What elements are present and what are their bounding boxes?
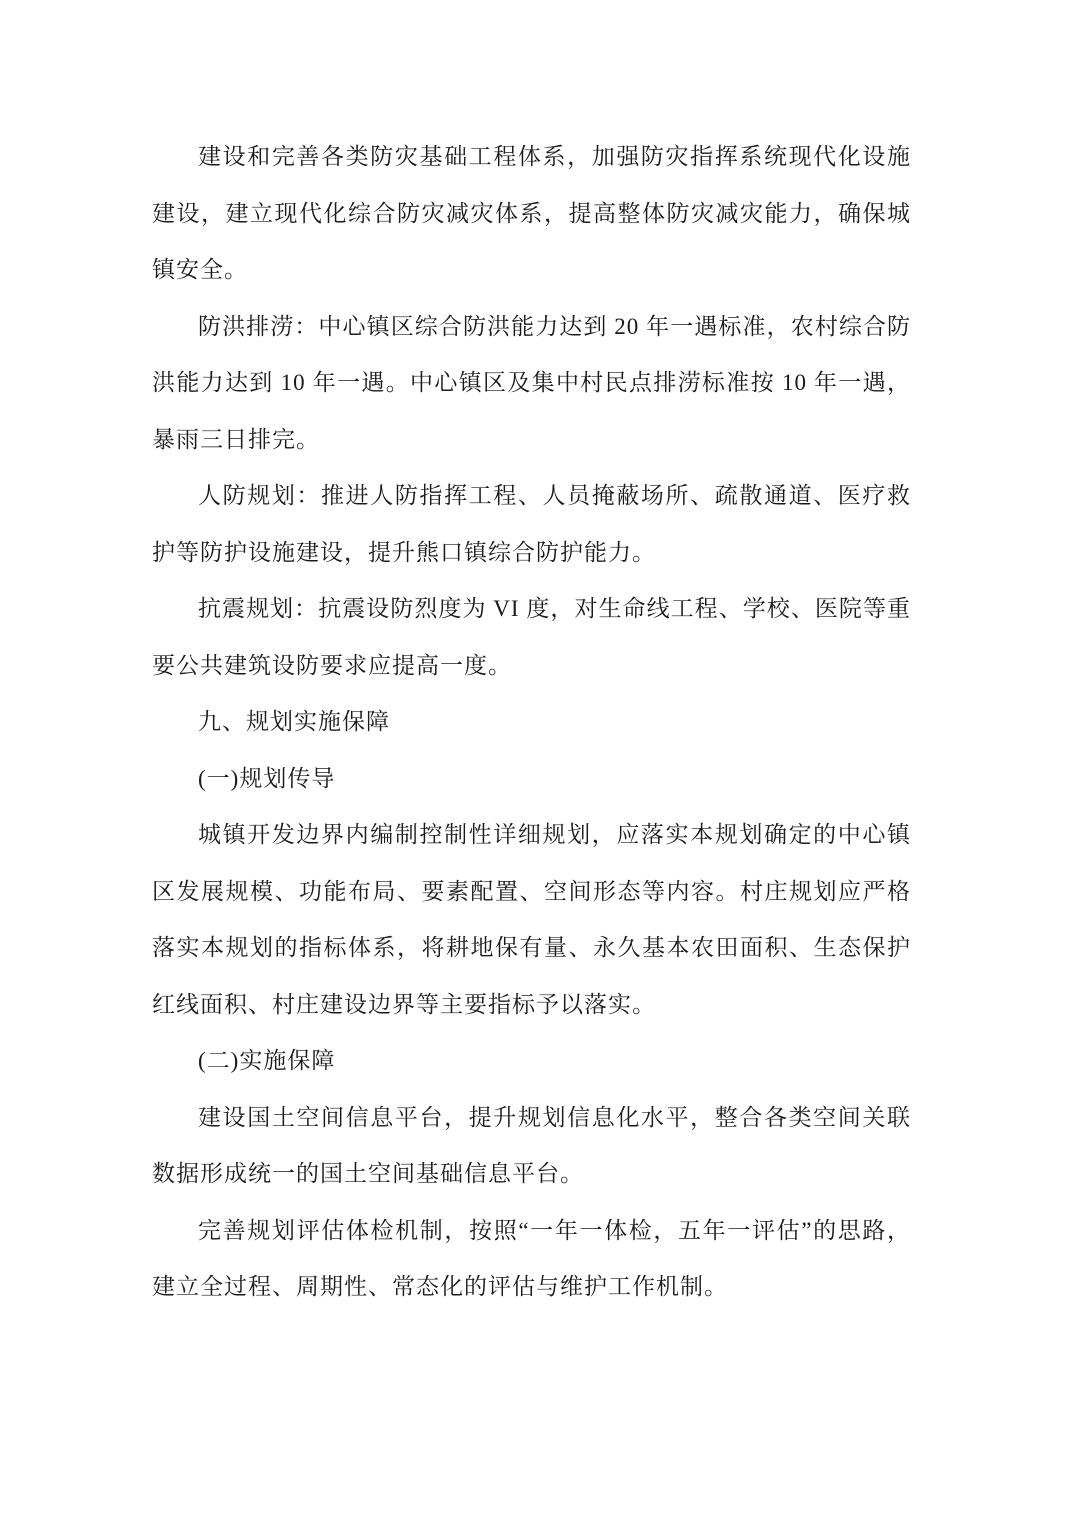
section-heading: (二)实施保障 <box>198 1048 336 1073</box>
paragraph: 城镇开发边界内编制控制性详细规划，应落实本规划确定的中心镇区发展规模、功能布局、要素配置、空间形态等内容。村庄规划应严格落实本规划的指标体系，将耕地保有量、永久基本农田面积、生态保护红线面积、村庄建设边界等主要指标予以落实。 <box>152 822 911 1017</box>
document-body <box>152 129 911 1316</box>
section-heading: 九、规划实施保障 <box>198 709 390 734</box>
section-heading: (一)规划传导 <box>198 765 336 791</box>
paragraph: 建设国土空间信息平台，提升规划信息化水平，整合各类空间关联数据形成统一的国土空间基础信息平台。 <box>152 1104 911 1186</box>
paragraph: 抗震规划：抗震设防烈度为 VI 度，对生命线工程、学校、医院等重要公共建筑设防要求应提高一度。 <box>152 596 911 678</box>
paragraph: 人防规划：推进人防指挥工程、人员掩蔽场所、疏散通道、医疗救护等防护设施建设，提升熊口镇综合防护能力。 <box>152 483 911 565</box>
paragraph: 防洪排涝：中心镇区综合防洪能力达到 20 年一遇标准，农村综合防洪能力达到 10 年一遇。中心镇区及集中村民点排涝标准按 10 年一遇，暴雨三日排完。 <box>152 313 911 452</box>
paragraph: 建设和完善各类防灾基础工程体系，加强防灾指挥系统现代化设施建设，建立现代化综合防灾减灾体系，提高整体防灾减灾能力，确保城镇安全。 <box>152 144 911 282</box>
paragraph: 完善规划评估体检机制，按照“一年一体检，五年一评估”的思路，建立全过程、周期性、常态化的评估与维护工作机制。 <box>152 1217 911 1299</box>
